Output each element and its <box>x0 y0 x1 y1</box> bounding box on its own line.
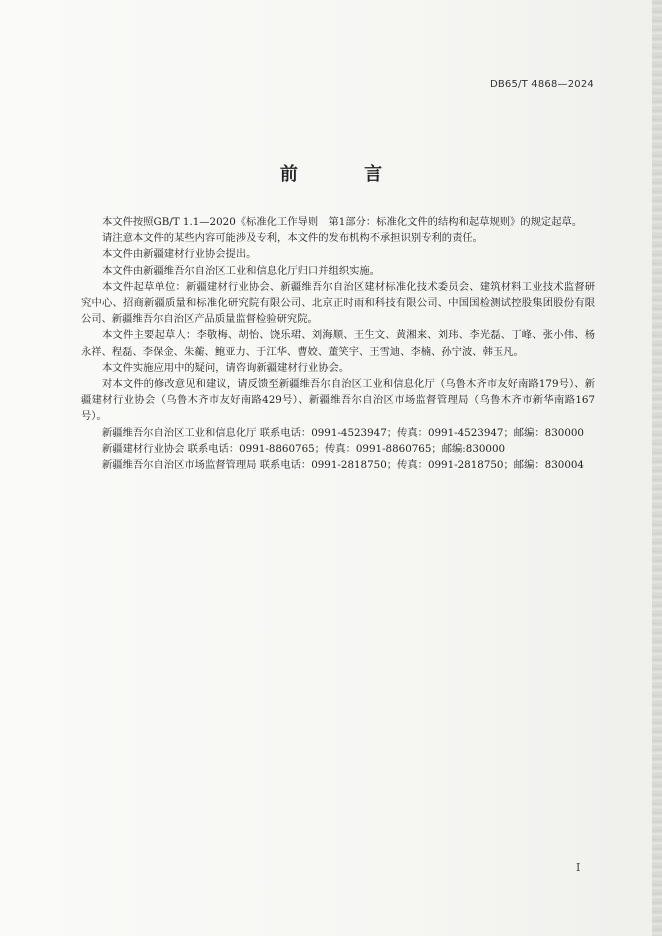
paragraph-drafting-units: 本文件起草单位：新疆建材行业协会、新疆维吾尔自治区建材标准化技术委员会、建筑材料工业技术监督研究中心、招商新疆质量和标准化研究院有限公司、北京正时雨和科技有限公司、中国国检测试控股集团股份有限公司、新疆维吾尔自治区产品质量监督检验研究院。 <box>81 280 595 326</box>
paragraph-patent-notice: 请注意本文件的某些内容可能涉及专利，本文件的发布机构不承担识别专利的责任。 <box>102 232 483 245</box>
paragraph-drafters: 本文件主要起草人：李敬梅、胡怡、饶乐珺、刘海顺、王生文、黄湘来、刘玮、李光磊、丁峰、张小伟、杨永祥、程磊、李保金、朱蘅、鲍亚力、于江华、曹姣、董笑宇、王雪迪、李楠、孙宁波、韩玉凡。 <box>81 329 595 358</box>
contact-line: 新疆维吾尔自治区工业和信息化厅 联系电话：0991-4523947；传真：0991-4523947；邮编：830000 <box>102 426 584 439</box>
paragraph-administrator: 本文件由新疆维吾尔自治区工业和信息化厅归口并组织实施。 <box>102 264 381 277</box>
document-body <box>81 214 595 473</box>
section-title: 前 言 <box>279 164 413 185</box>
paragraph-inquiry: 本文件实施应用中的疑问，请咨询新疆建材行业协会。 <box>102 361 350 374</box>
contact-line: 新疆维吾尔自治区市场监督管理局 联系电话：0991-2818750；传真：0991-2818750；邮编：830004 <box>102 459 584 472</box>
paragraph-feedback: 对本文件的修改意见和建议，请反馈至新疆维吾尔自治区工业和信息化厅（乌鲁木齐市友好南路179号）、新疆建材行业协会（乌鲁木齐市友好南路429号）、新疆维吾尔自治区市场监督管理局（乌鲁木齐市新华南路167号）。 <box>81 378 595 423</box>
paragraph-drafting-rules: 本文件按照GB/T 1.1—2020《标准化工作导则 第1部分：标准化文件的结构和起草规则》的规定起草。 <box>102 216 583 228</box>
contact-line: 新疆建材行业协会 联系电话：0991-8860765；传真：0991-8860765；邮编:830000 <box>102 442 506 455</box>
scan-edge-strip <box>652 0 662 936</box>
document-code: DB65/T 4868—2024 <box>489 79 594 90</box>
paragraph-proposer: 本文件由新疆建材行业协会提出。 <box>102 248 257 261</box>
page-number: I <box>576 861 581 874</box>
